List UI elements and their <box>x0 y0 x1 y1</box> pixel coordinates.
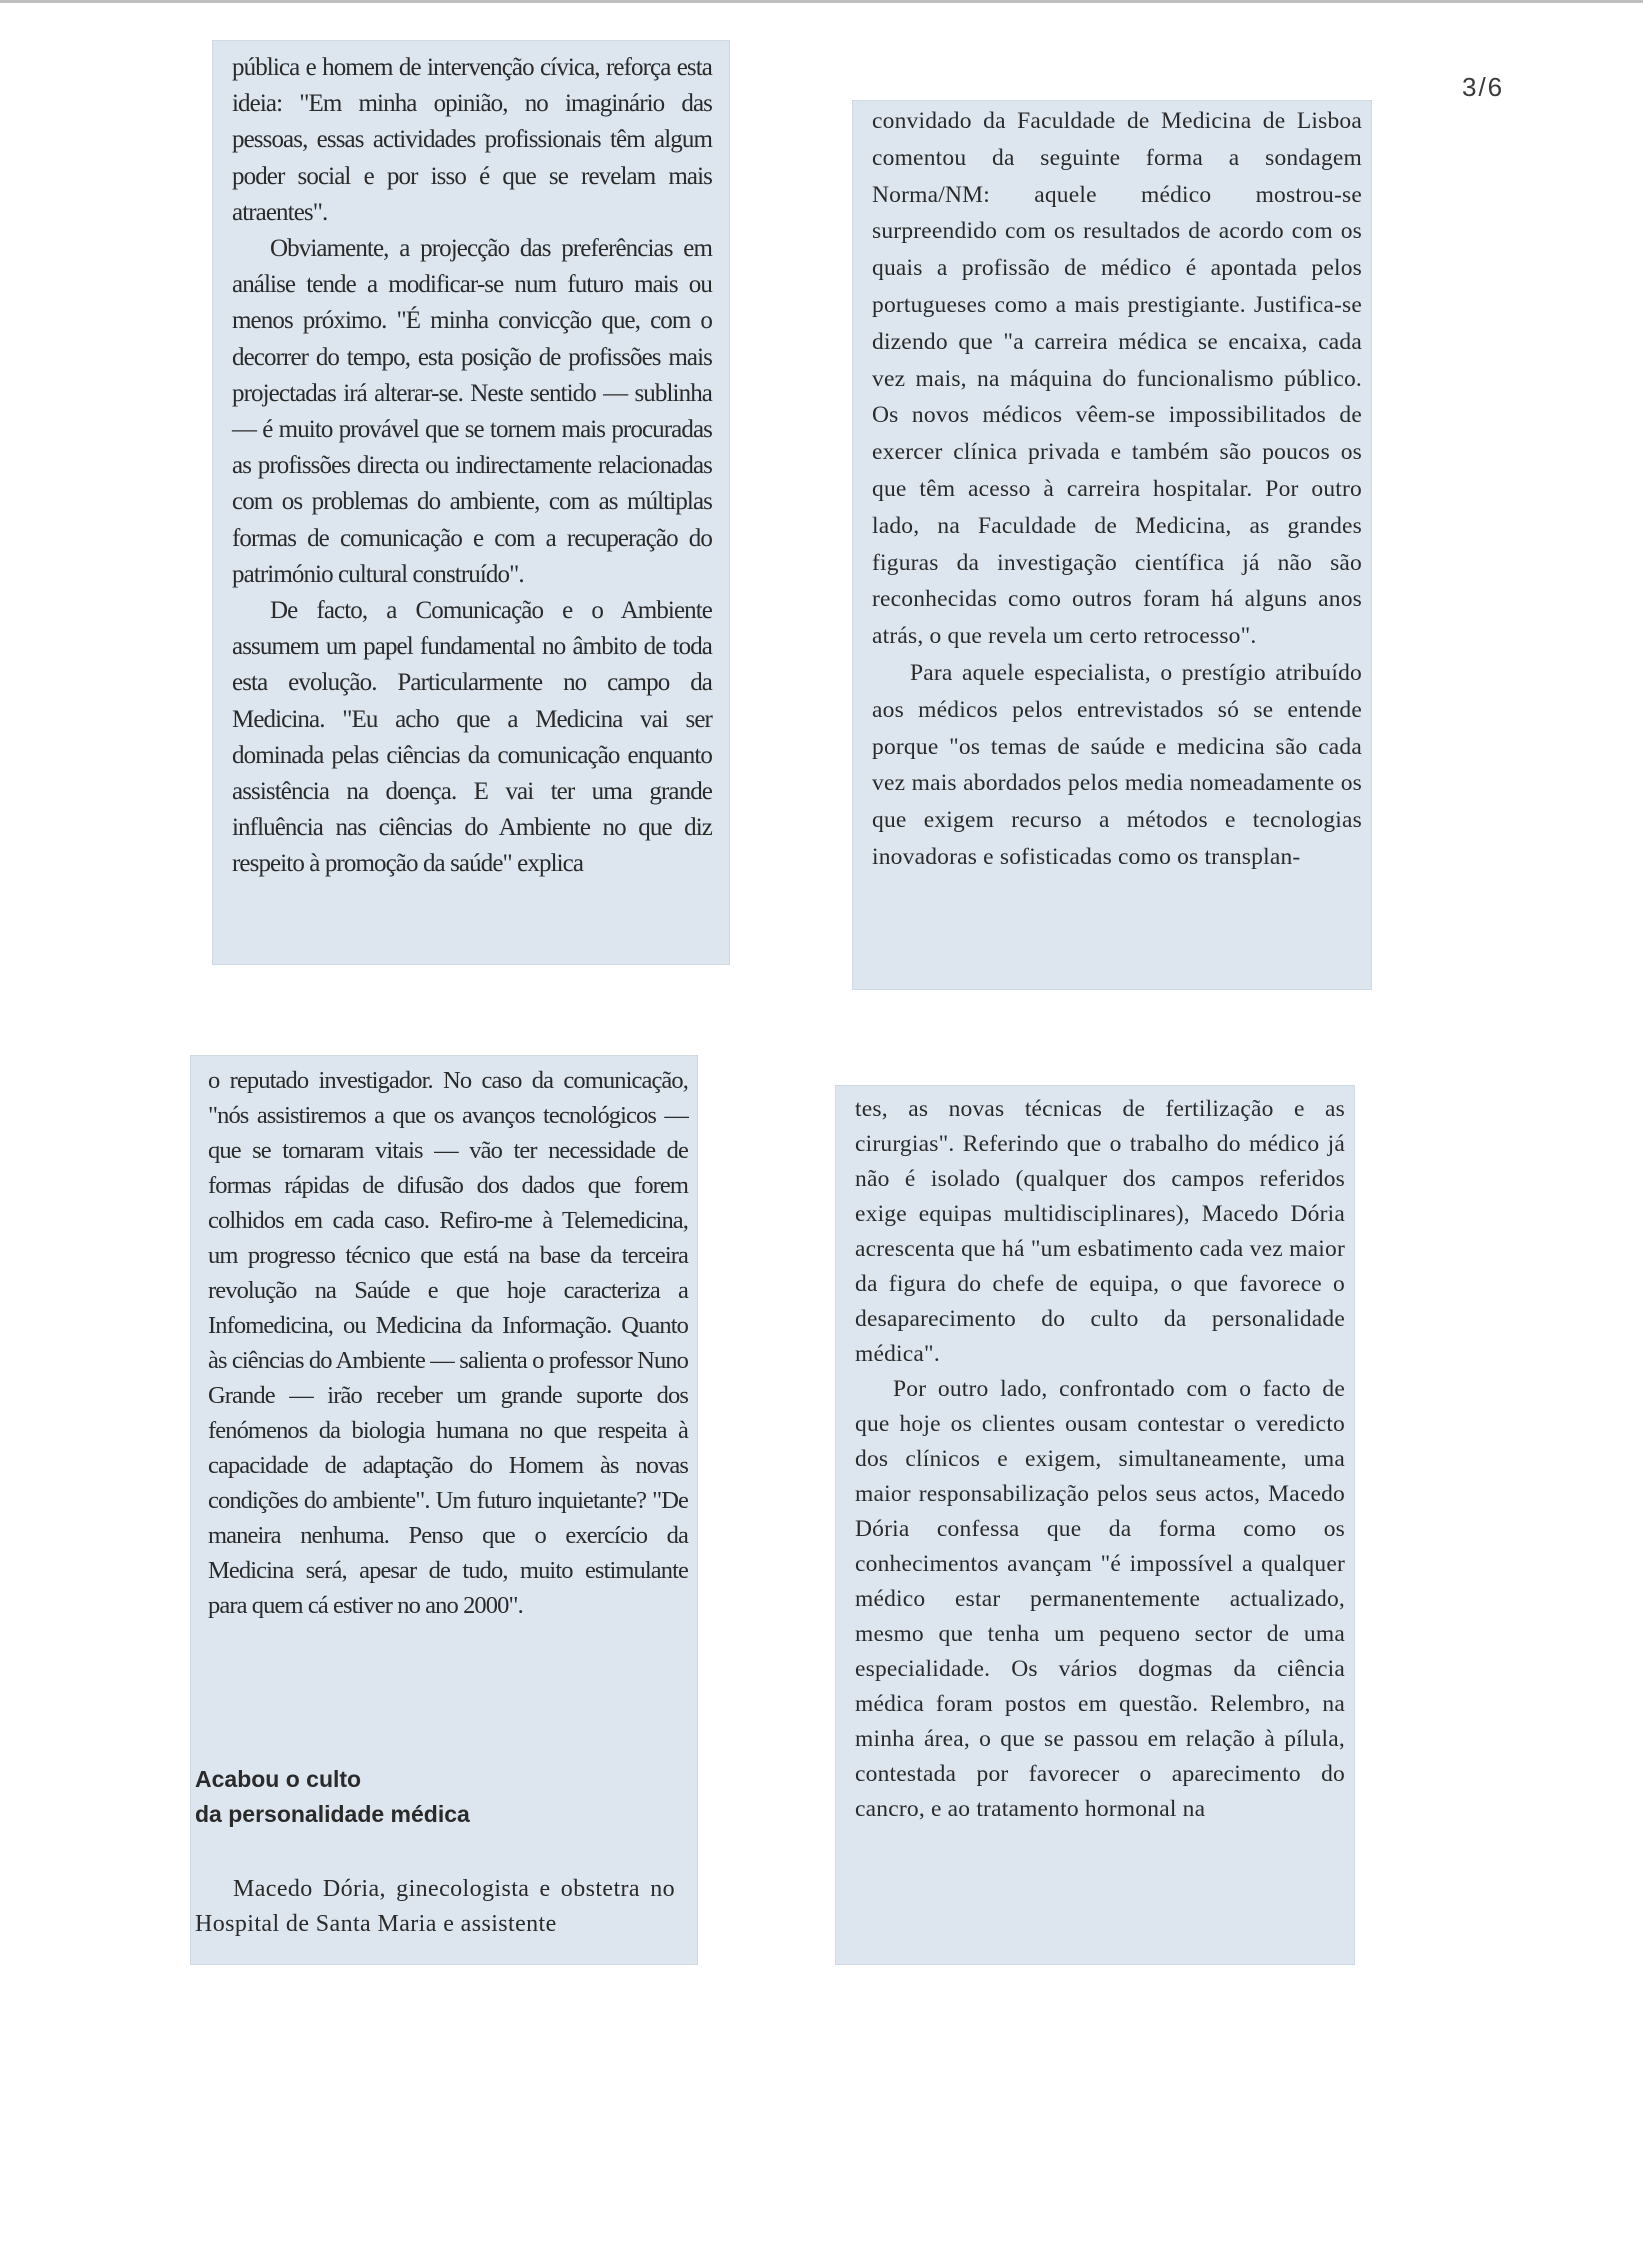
page-number: 3/6 <box>1462 72 1505 102</box>
subheading-line: da personalidade médica <box>195 1801 470 1827</box>
paragraph: Obviamente, a projecção das preferências em análise tende a modificar-se num futuro mais ou menos próximo. "É minha convicção que, com o decorrer do tempo, esta posição de profissões mais projectadas irá alterar-se. Neste sentido — sublinha — é muito provável que se tornem mais procuradas as profissões directa ou indirectamente relacionadas com os problemas do ambiente, com as múltiplas formas de comunicação e com a recuperação do património cultural construído". <box>232 235 712 588</box>
section-subheading <box>195 1762 615 1832</box>
paragraph: Para aquele especialista, o prestígio atribuído aos médicos pelos entrevistados só se entende porque "os temas de saúde e medicina são cada vez mais abordados pelos media nomeadamente os que exigem recurso a métodos e tecnologias inovadoras e sofisticadas como os transplan- <box>872 659 1362 870</box>
paragraph: Macedo Dória, ginecologista e obstetra no Hospital de Santa Maria e assistente <box>195 1876 675 1937</box>
paragraph: pública e homem de intervenção cívica, reforça esta ideia: "Em minha opinião, no imaginário das pessoas, essas actividades profissionais têm algum poder social e por isso é que se revelam mais atraentes". <box>232 54 712 226</box>
paragraph: Por outro lado, confrontado com o facto de que hoje os clientes ousam contestar o veredicto dos clínicos e exigem, simultaneamente, uma maior responsabilização pelos seus actos, Macedo Dória confessa que da forma como os conhecimentos avançam "é impossível a qualquer médico estar permanentemente actualizado, mesmo que tenha um pequeno sector de uma especialidade. Os vários dogmas da ciência médica foram postos em questão. Relembro, na minha área, o que se passou em relação à pílula, contestada por favorecer o aparecimento do cancro, e ao tratamento hormonal na <box>855 1376 1345 1822</box>
article-column-3-continued <box>195 1872 675 1942</box>
article-column-3 <box>208 1063 688 1623</box>
article-column-4 <box>855 1092 1345 1827</box>
paragraph: convidado da Faculdade de Medicina de Lisboa comentou da seguinte forma a sondagem Norma/NM: aquele médico mostrou-se surpreendido com os resultados de acordo com os quais a profissão de médico é apontada pelos portugueses como a mais prestigiante. Justifica-se dizendo que "a carreira médica se encaixa, cada vez mais, na máquina do funcionalismo público. Os novos médicos vêem-se impossibilitados de exercer clínica privada e também são poucos os que têm acesso à carreira hospitalar. Por outro lado, na Faculdade de Medicina, as grandes figuras da investigação científica já não são reconhecidas como outros foram há alguns anos atrás, o que revela um certo retrocesso". <box>872 108 1362 650</box>
paragraph: o reputado investigador. No caso da comunicação, "nós assistiremos a que os avanços tecnológicos — que se tornaram vitais — vão ter necessidade de formas rápidas de difusão dos dados que forem colhidos em cada caso. Refiro-me à Telemedicina, um progresso técnico que está na base da terceira revolução na Saúde e que hoje caracteriza a Infomedicina, ou Medicina da Informação. Quanto às ciências do Ambiente — salienta o professor Nuno Grande — irão receber um grande suporte dos fenómenos da biologia humana no que respeita à capacidade de adaptação do Homem às novas condições do ambiente". Um futuro inquietante? "De maneira nenhuma. Penso que o exercício da Medicina será, apesar de tudo, muito estimulante para quem cá estiver no ano 2000". <box>208 1067 688 1619</box>
paragraph: De facto, a Comunicação e o Ambiente assumem um papel fundamental no âmbito de toda esta evolução. Particularmente no campo da Medicina. "Eu acho que a Medicina vai ser dominada pelas ciências da comunicação enquanto assistência na doença. E vai ter uma grande influência nas ciências do Ambiente no que diz respeito à promoção da saúde" explica <box>232 597 712 878</box>
top-border-line <box>0 0 1643 3</box>
paragraph: tes, as novas técnicas de fertilização e as cirurgias". Referindo que o trabalho do médico já não é isolado (qualquer dos campos referidos exige equipas multidisciplinares), Macedo Dória acrescenta que há "um esbatimento cada vez maior da figura do chefe de equipa, o que favorece o desaparecimento do culto da personalidade médica". <box>855 1096 1345 1367</box>
article-column-2 <box>872 103 1362 876</box>
subheading-line: Acabou o culto <box>195 1766 362 1792</box>
article-column-1 <box>232 50 712 883</box>
